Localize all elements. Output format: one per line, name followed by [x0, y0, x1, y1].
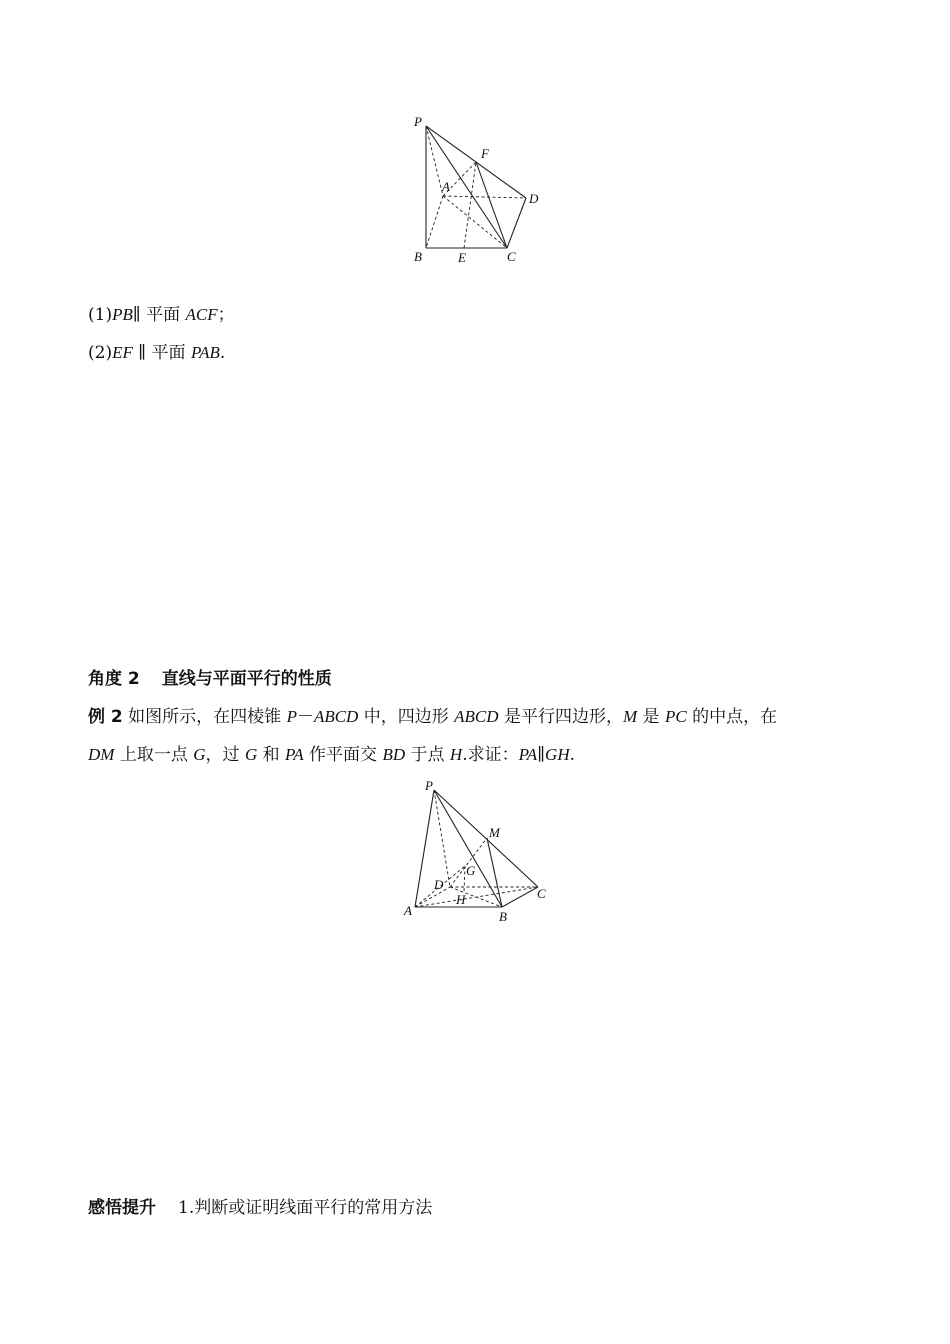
example-2-text: 的中点，在: [686, 707, 778, 727]
parallel-symbol: ∥: [537, 745, 546, 765]
label-H: H: [456, 892, 466, 907]
example-2-text: 和: [257, 745, 286, 765]
example-2-text: .求证：: [462, 745, 519, 765]
label-B: B: [499, 909, 507, 924]
item-2-end: .: [219, 343, 226, 363]
item-2-word: 平面: [151, 343, 186, 363]
label-D: D: [434, 877, 444, 892]
item-1: [88, 303, 235, 327]
label-E: E: [458, 250, 466, 265]
item-2-number: (2): [88, 343, 113, 363]
var-PC: PC: [664, 707, 687, 726]
var-H: H: [449, 745, 463, 764]
label-M: M: [489, 825, 500, 840]
label-P: P: [414, 114, 422, 129]
edge-AB: [426, 196, 443, 248]
var-PA: PA: [285, 745, 304, 764]
example-2-end: .: [569, 745, 576, 765]
example-2-text: 是平行四边形，: [498, 707, 623, 727]
edge-GH: [464, 866, 465, 892]
edge-PA: [415, 790, 434, 907]
insight-text: 1.判断或证明线面平行的常用方法: [178, 1198, 433, 1218]
var-DM: DM: [88, 745, 115, 764]
edge-PC: [434, 790, 538, 887]
label-F: F: [481, 146, 489, 161]
edge-CD: [507, 198, 526, 248]
example-2-text: 是: [637, 707, 665, 727]
label-P: P: [425, 778, 433, 793]
item-2-line: EF: [112, 343, 133, 362]
var-ABCD: ABCD: [454, 707, 499, 726]
item-1-end: ；: [217, 305, 235, 325]
var-PA: PA: [518, 745, 538, 764]
item-1-parallel: ∥: [132, 305, 141, 325]
edge-PB: [434, 790, 502, 907]
var-G: G: [193, 745, 206, 764]
label-C: C: [507, 249, 516, 264]
example-2-line-2: [88, 743, 575, 767]
item-2: [88, 341, 225, 365]
insight-label: 感悟提升: [88, 1198, 156, 1218]
var-P: P: [286, 707, 297, 726]
example-2-label: 例 2: [88, 707, 123, 727]
example-2-text: 作平面交: [303, 745, 383, 765]
example-2-text: 上取一点: [114, 745, 194, 765]
example-2-text: 如图所示，在四棱锥: [128, 707, 287, 727]
var-M: M: [622, 707, 638, 726]
edge-AD: [443, 196, 526, 198]
section-label: 角度 2: [88, 669, 140, 689]
edge-MB: [487, 838, 502, 907]
item-2-plane: PAB: [190, 343, 220, 362]
var-G: G: [244, 745, 258, 764]
label-C: C: [537, 886, 546, 901]
label-D: D: [529, 191, 539, 206]
example-2-text: 中，四边形: [358, 707, 455, 727]
item-1-plane: ACF: [185, 305, 218, 324]
example-2-line-1: [88, 705, 777, 729]
edge-EF: [464, 162, 476, 248]
label-A: A: [442, 179, 450, 194]
dash: －: [296, 707, 314, 727]
item-1-number: (1): [88, 305, 113, 325]
item-1-word: 平面: [146, 305, 181, 325]
item-2-parallel: ∥: [138, 343, 147, 363]
example-2-text: ，过: [205, 745, 245, 765]
figure-2-pyramid-diagram: [398, 776, 558, 926]
figure-1-pyramid-diagram: [400, 110, 560, 270]
item-1-line: PB: [112, 305, 133, 324]
insight-line: [88, 1196, 432, 1220]
section-title: 直线与平面平行的性质: [161, 669, 332, 689]
var-ABCD: ABCD: [313, 707, 359, 726]
example-2-text: 于点: [405, 745, 450, 765]
label-B: B: [414, 249, 422, 264]
var-GH: GH: [545, 745, 570, 764]
label-G: G: [466, 863, 476, 878]
var-BD: BD: [382, 745, 406, 764]
section-heading: [88, 667, 332, 691]
label-A: A: [404, 903, 412, 918]
